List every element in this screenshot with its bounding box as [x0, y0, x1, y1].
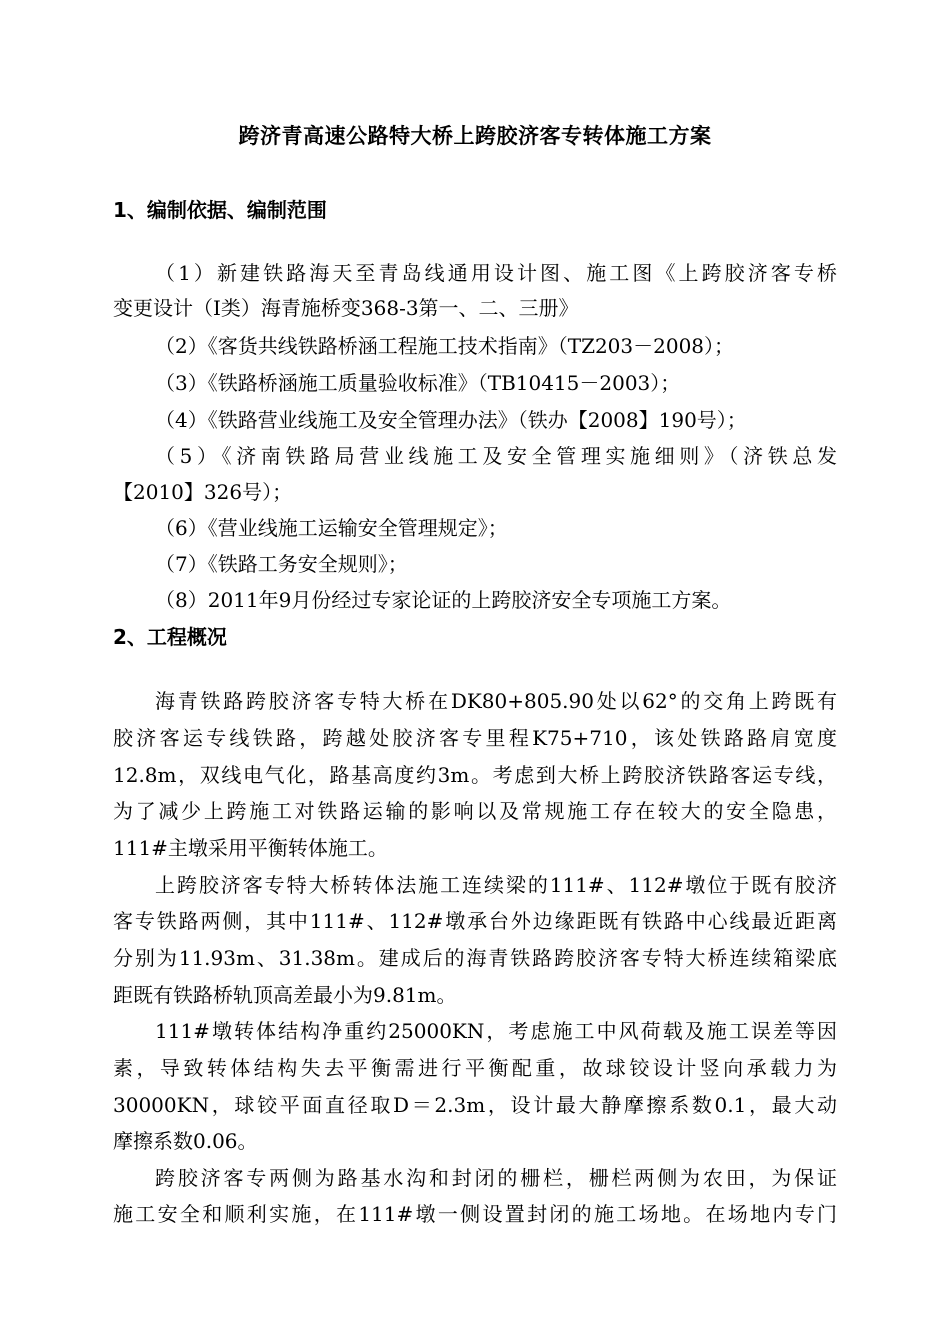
paragraph-line: 距既有铁路桥轨顶高差最小为9.81m。 [113, 983, 457, 1007]
paragraph-line: 【2010】326号）； [113, 480, 293, 504]
paragraph-line: （5）《济南铁路局营业线施工及安全管理实施细则》（济铁总发 [155, 444, 837, 468]
paragraph-line: 111#主墩采用平衡转体施工。 [113, 836, 388, 860]
paragraph-line: 摩擦系数0.06。 [113, 1129, 258, 1153]
paragraph-line: （4）《铁路营业线施工及安全管理办法》（铁办【2008】190号）； [155, 408, 747, 432]
paragraph-line: （1）新建铁路海天至青岛线通用设计图、施工图《上跨胶济客专桥 [155, 261, 837, 285]
paragraph-line: 跨胶济客专两侧为路基水沟和封闭的栅栏，栅栏两侧为农田，为保证 [155, 1166, 837, 1190]
paragraph-line: （2）《客货共线铁路桥涵工程施工技术指南》（TZ203－2008）； [155, 334, 735, 358]
paragraph-line: （3）《铁路桥涵施工质量验收标准》（TB10415－2003）； [155, 371, 681, 395]
section-heading-overview: 2、工程概况 [113, 625, 227, 649]
paragraph-line: 上跨胶济客专特大桥转体法施工连续梁的111#、112#墩位于既有胶济 [155, 873, 837, 897]
paragraph-line: 30000KN，球铰平面直径取D＝2.3m，设计最大静摩擦系数0.1，最大动 [113, 1093, 837, 1117]
paragraph-line: 111#墩转体结构净重约25000KN，考虑施工中风荷载及施工误差等因 [155, 1019, 837, 1043]
paragraph-line: 12.8m，双线电气化，路基高度约3m。考虑到大桥上跨胶济铁路客运专线， [113, 763, 837, 787]
document-title: 跨济青高速公路特大桥上跨胶济客专转体施工方案 [238, 124, 712, 148]
paragraph-line: （8）2011年9月份经过专家论证的上跨胶济安全专项施工方案。 [155, 588, 732, 612]
paragraph-line: 海青铁路跨胶济客专特大桥在DK80+805.90处以62°的交角上跨既有 [155, 689, 837, 713]
paragraph-line: 施工安全和顺利实施，在111#墩一侧设置封闭的施工场地。在场地内专门 [113, 1202, 837, 1226]
paragraph-line: 为了减少上跨施工对铁路运输的影响以及常规施工存在较大的安全隐患， [113, 799, 837, 823]
paragraph-line: 分别为11.93m、31.38m。建成后的海青铁路跨胶济客专特大桥连续箱梁底 [113, 946, 837, 970]
paragraph-line: 素，导致转体结构失去平衡需进行平衡配重，故球铰设计竖向承载力为 [113, 1056, 837, 1080]
paragraph-line: （6）《营业线施工运输安全管理规定》； [155, 516, 508, 540]
section-heading-basis: 1、编制依据、编制范围 [113, 198, 327, 222]
paragraph-line: （7）《铁路工务安全规则》； [155, 552, 408, 576]
paragraph-line: 客专铁路两侧，其中111#、112#墩承台外边缘距既有铁路中心线最近距离 [113, 909, 837, 933]
paragraph-line: 胶济客运专线铁路，跨越处胶济客专里程K75+710，该处铁路路肩宽度 [113, 726, 837, 750]
paragraph-line: 变更设计（Ⅰ类）海青施桥变368-3第一、二、三册》 [113, 296, 579, 320]
